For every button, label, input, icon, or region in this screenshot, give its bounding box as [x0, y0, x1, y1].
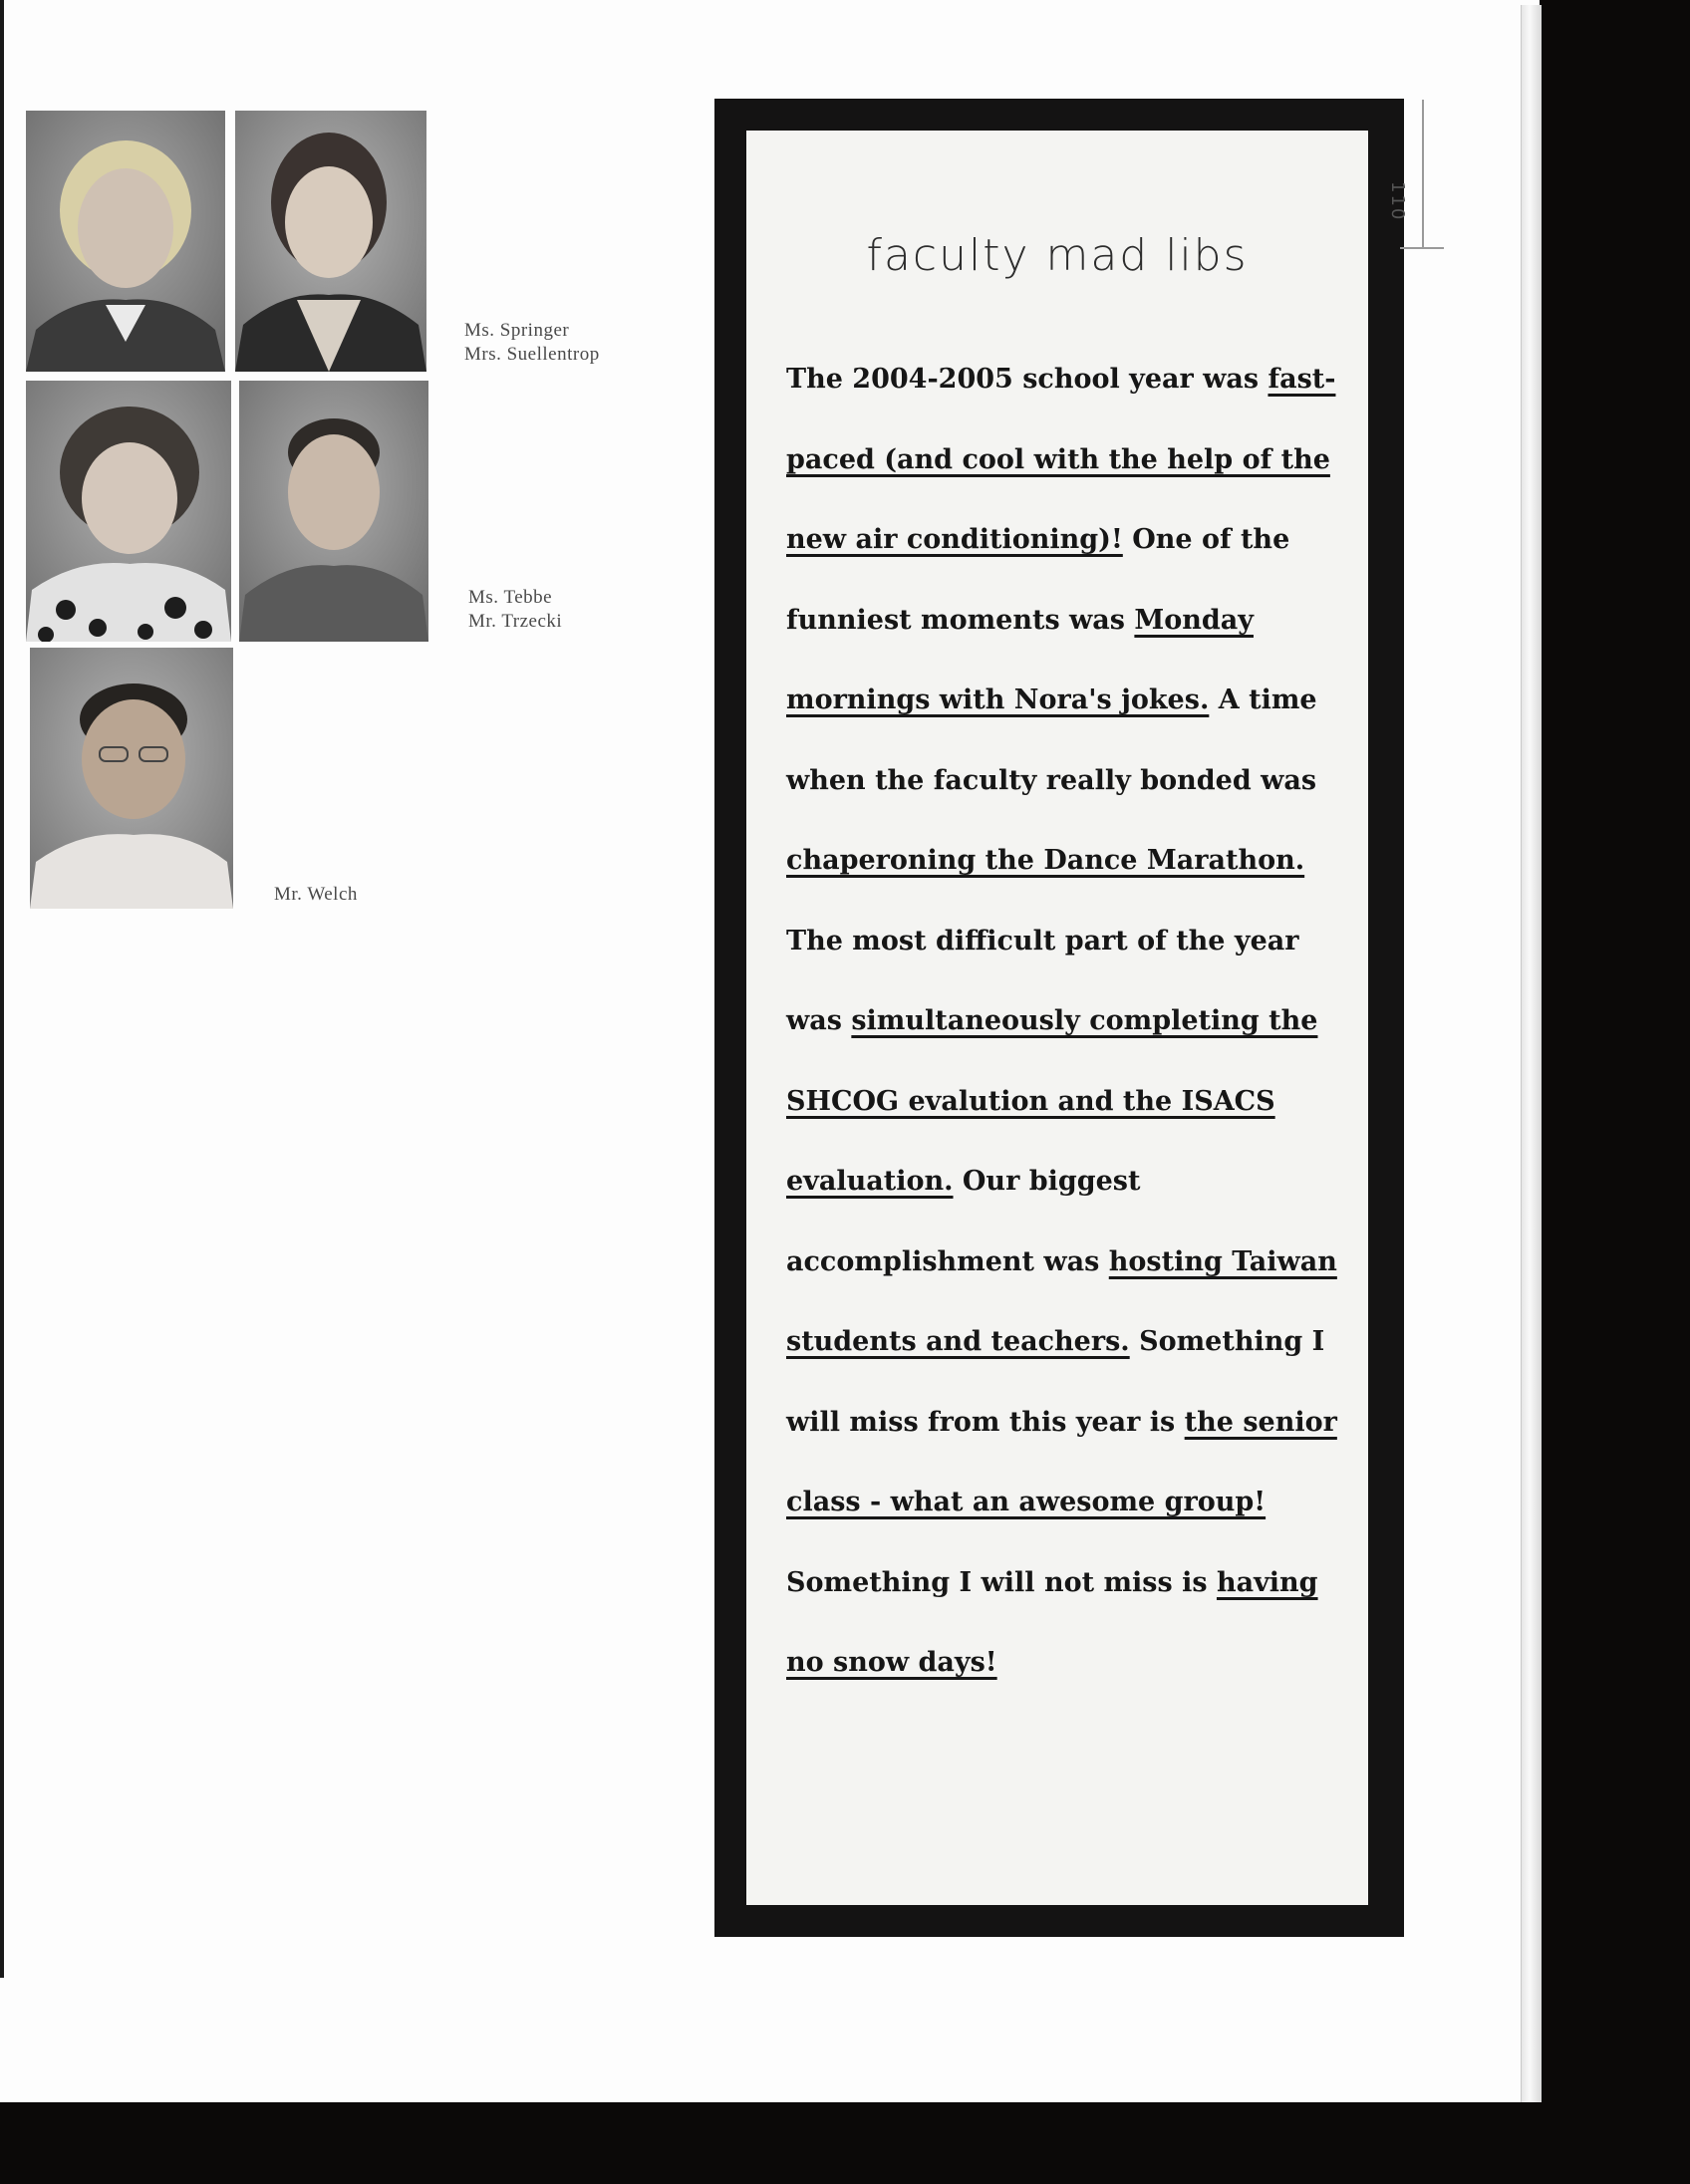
- madlibs-fill-in: chaperoning the Dance Marathon.: [786, 845, 1305, 876]
- caption-row-3: [274, 883, 358, 907]
- portrait-ms-tebbe: [26, 381, 231, 642]
- madlibs-prompt: The most difficult part of the year was: [786, 925, 1299, 1036]
- page-number: 110: [1387, 181, 1408, 222]
- madlibs-prompt: Our biggest accomplishment was: [786, 1166, 1141, 1277]
- folio-baseline: [1400, 247, 1444, 249]
- madlibs-fill-in: hosting Taiwan students and teachers.: [786, 1245, 1337, 1357]
- caption-mr-trzecki: Mr. Trzecki: [468, 611, 563, 632]
- portrait-ms-springer: [26, 111, 225, 372]
- caption-row-2: [468, 586, 562, 634]
- madlibs-prompt: The 2004-2005 school year was: [786, 364, 1268, 395]
- madlibs-title: faculty mad libs: [866, 230, 1249, 281]
- folio-rule: [1422, 100, 1424, 249]
- caption-mr-welch: Mr. Welch: [274, 884, 358, 905]
- page-folio: [1387, 100, 1444, 249]
- madlibs-fill-in: fast-paced (and cool with the help of the new air conditioning)!: [786, 364, 1336, 555]
- portrait-mr-welch: [30, 648, 233, 909]
- madlibs-prompt: One of the funniest moments was: [786, 524, 1290, 636]
- madlibs-fill-in: Monday mornings with Nora's jokes.: [786, 604, 1254, 715]
- page-edge: [1521, 5, 1542, 2102]
- madlibs-prompt: A time when the faculty really bonded was: [786, 684, 1317, 796]
- madlibs-paragraph: [786, 340, 1344, 1704]
- madlibs-panel: [746, 131, 1368, 1905]
- madlibs-prompt: Something I will not miss is: [786, 1566, 1217, 1598]
- madlibs-fill-in: simultaneously completing the SHCOG evalution and the ISACS evaluation.: [786, 1005, 1318, 1197]
- madlibs-prompt: Something I will miss from this year is: [786, 1326, 1325, 1438]
- portrait-mrs-suellentrop: [235, 111, 426, 372]
- caption-row-1: [464, 319, 600, 367]
- madlibs-fill-in: having no snow days!: [786, 1566, 1318, 1678]
- caption-ms-tebbe: Ms. Tebbe: [468, 587, 553, 608]
- binding-edge: [0, 0, 4, 1978]
- caption-mrs-suellentrop: Mrs. Suellentrop: [464, 344, 600, 365]
- portrait-mr-trzecki: [239, 381, 428, 642]
- madlibs-fill-in: the senior class - what an awesome group!: [786, 1406, 1337, 1517]
- caption-ms-springer: Ms. Springer: [464, 320, 570, 341]
